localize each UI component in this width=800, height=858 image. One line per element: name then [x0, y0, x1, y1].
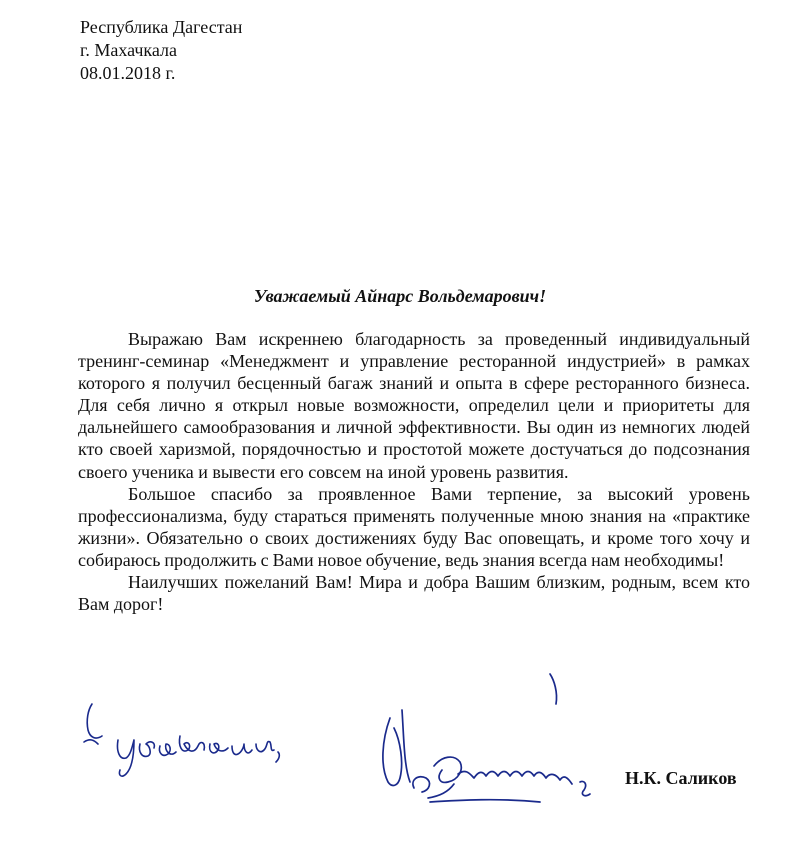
header-city: г. Махачкала — [80, 40, 178, 60]
handwritten-closing — [80, 700, 290, 785]
letter-body — [78, 328, 750, 615]
letter-header — [80, 16, 242, 85]
handwritten-closing-drawing — [80, 700, 290, 785]
signer-name: Н.К. Саликов — [625, 768, 737, 788]
paragraph-2: Большое спасибо за проявленное Вами терпение, за высокий уровень профессионализма, буду стараться применять полученные мною знания на «практике жизни». Обязательно о своих достижениях буду Вас оповещать, и кроме того хочу и собираюсь продолжить с Вами новое обучение, ведь знания всегда нам необходимы! — [78, 483, 750, 570]
signature-drawing — [370, 670, 610, 820]
header-date: 08.01.2018 г. — [80, 63, 176, 83]
header-region: Республика Дагестан — [80, 17, 243, 37]
paragraph-1: Выражаю Вам искреннею благодарность за проведенный индивидуальный тренинг-семинар «Менеджмент и управление ресторанной индустрией» в рамках которого я получил бесценный багаж знаний и опыта в сфере ресторанного бизнеса. Для себя лично я открыл новые возможности, определил цели и приоритеты для дальнейшего самообразования и личной эффективности. Вы один из немногих людей кто своей харизмой, порядочностью и простотой можете достучаться до подсознания своего ученика и вывести его совсем на иной уровень развития. — [78, 329, 750, 482]
paragraph-3: Наилучших пожеланий Вам! Мира и добра Вашим близким, родным, всем кто Вам дорог! — [78, 572, 750, 615]
signature — [370, 670, 610, 820]
salutation: Уважаемый Айнарс Вольдемарович! — [253, 286, 547, 306]
